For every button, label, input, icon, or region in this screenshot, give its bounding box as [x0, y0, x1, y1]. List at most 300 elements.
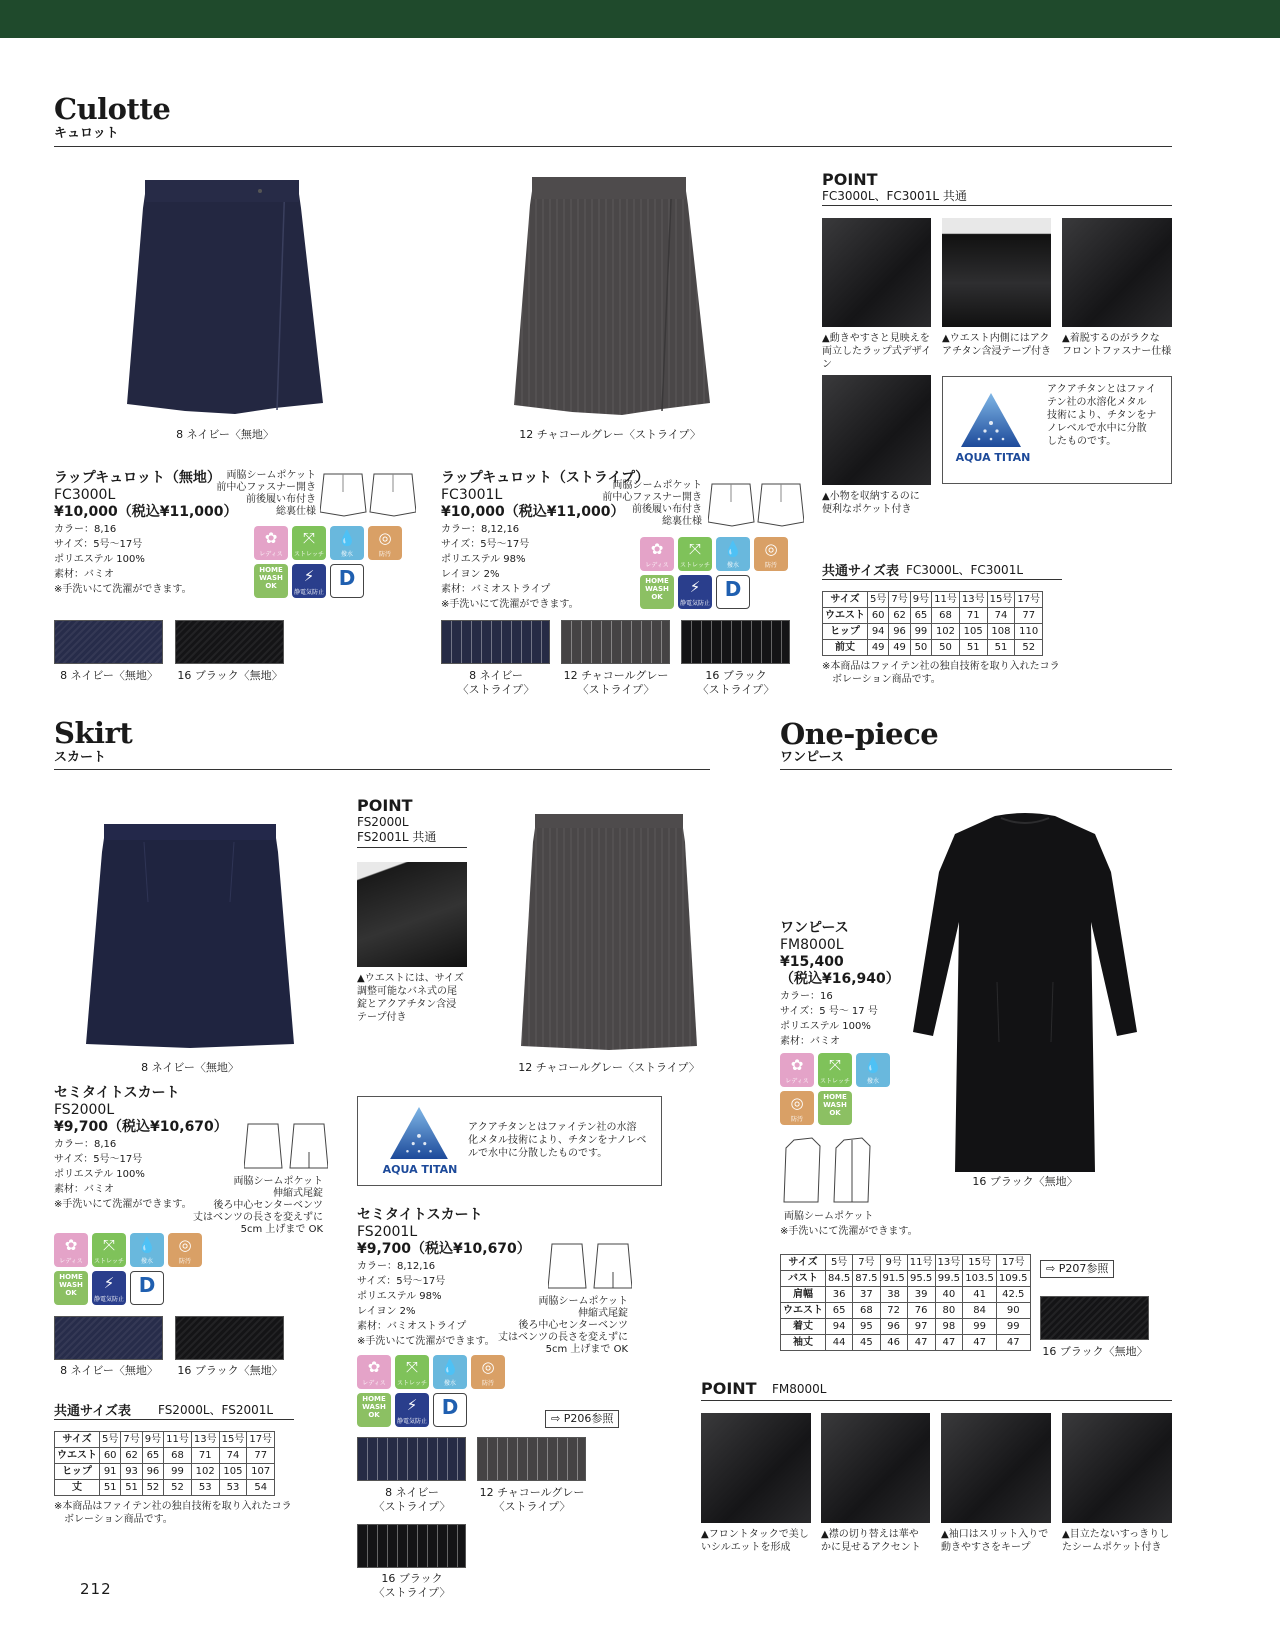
aqua-titan-logo-icon — [390, 1107, 448, 1159]
onepiece-code: FM8000L — [780, 937, 844, 953]
cell: 102 — [932, 624, 960, 640]
cell: 99 — [996, 1319, 1030, 1335]
culotte-p1-code: FC3000L — [54, 487, 116, 503]
d-mark-icon — [433, 1393, 467, 1427]
cell: 15号 — [219, 1432, 247, 1448]
table-row — [55, 1432, 275, 1448]
icon-label: 防汚 — [481, 1380, 494, 1387]
skirt-p206-link[interactable]: ⇨ P206参照 — [545, 1410, 619, 1428]
point-caption — [357, 972, 472, 1024]
aqua-titan-logo-icon — [961, 393, 1021, 447]
cell: 109.5 — [996, 1271, 1030, 1287]
stretch-icon: ⤧ ストレッチ — [678, 537, 712, 571]
note-line: 丈はベンツの長さを変えずに — [498, 1332, 628, 1343]
home-wash-label: HOME WASH OK — [59, 1273, 83, 1297]
swatch-label — [347, 1572, 477, 1600]
note-line: 両脇シームポケット — [233, 1176, 323, 1187]
cell: 76 — [907, 1303, 935, 1319]
d-mark-icon — [716, 575, 750, 609]
cell: 68 — [164, 1448, 192, 1464]
culotte-p1-notes — [200, 470, 316, 518]
point-image-wrap — [822, 218, 931, 327]
onepiece-point-sub: FM8000L — [772, 1382, 827, 1396]
home-wash-label: HOME WASH OK — [645, 577, 669, 601]
cell: 5号 — [826, 1255, 853, 1271]
onepiece-size-table — [780, 1254, 1031, 1351]
skirt-subtitle: スカート — [54, 750, 107, 765]
culotte-charcoal-image — [514, 177, 710, 415]
point-image-seam-pocket — [1062, 1413, 1172, 1523]
spec-line: レイヨン 2% — [357, 1306, 416, 1317]
skirt-point-sub2: FS2001L 共通 — [357, 830, 437, 844]
spec-line: ポリエステル 100% — [54, 1169, 145, 1180]
culotte-p1-line-drawing — [320, 472, 416, 518]
cell: 77 — [247, 1448, 275, 1464]
cell: 17号 — [1015, 592, 1043, 608]
onepiece-note-wash: ※手洗いにて洗濯ができます。 — [780, 1226, 918, 1237]
swatch-culotte-navy-stripe — [441, 620, 550, 664]
point-caption — [1062, 332, 1174, 358]
ladies-icon: ✿ レディス — [254, 526, 288, 560]
caption-line: ▲フロントタックで美し — [701, 1529, 809, 1540]
cell: 98 — [935, 1319, 963, 1335]
swatch-label — [671, 669, 801, 697]
spec-line: ※手洗いにて洗濯ができます。 — [54, 1199, 192, 1210]
icon-label: 静電気防止 — [293, 589, 324, 596]
culotte-p1-name: ラップキュロット（無地） — [54, 470, 221, 486]
swatch-skirt-navy-stripe — [357, 1437, 466, 1481]
icon-label: 撥水 — [443, 1380, 456, 1387]
stain-resist-icon: ◎ 防汚 — [168, 1233, 202, 1267]
cell: 17号 — [247, 1432, 275, 1448]
cell: 77 — [1015, 608, 1043, 624]
skirt-p1-notes — [175, 1176, 323, 1236]
table-row — [781, 1271, 1031, 1287]
cell: 91 — [100, 1464, 121, 1480]
home-wash-icon — [357, 1393, 391, 1427]
spec-line: サイズ：5 号〜 17 号 — [780, 1006, 878, 1017]
point-image-waist — [942, 218, 1051, 327]
icon-label: ストレッチ — [94, 1258, 124, 1265]
cell: ウエスト — [781, 1303, 826, 1319]
stretch-icon: ⤧ ストレッチ — [92, 1233, 126, 1267]
cell: 9号 — [142, 1432, 163, 1448]
skirt-p2-line-drawing — [548, 1242, 632, 1292]
icon-label: 撥水 — [140, 1258, 153, 1265]
swatch-label-line: 12 チャコールグレー — [479, 1486, 585, 1499]
antistatic-icon: ⚡ 静電気防止 — [92, 1271, 126, 1305]
cell: 51 — [121, 1480, 142, 1496]
icon-label: 静電気防止 — [679, 600, 710, 607]
spec-line: サイズ：5号〜17号 — [54, 1154, 143, 1165]
swatch-label-line: 16 ブラック — [381, 1572, 443, 1585]
spec-line: 素材：バミオ — [54, 1184, 114, 1195]
swatch-label — [467, 1486, 597, 1514]
note-line: 伸縮式尾錠 — [273, 1188, 323, 1199]
note-line: 前中心ファスナー開き — [602, 492, 702, 503]
note-line: 前中心ファスナー開き — [216, 482, 316, 493]
cell: 84.5 — [826, 1271, 853, 1287]
aqua-titan-label: AQUA TITAN — [955, 451, 1031, 464]
onepiece-p207-link[interactable]: ⇨ P207参照 — [1040, 1260, 1114, 1278]
cell: 97 — [907, 1319, 935, 1335]
swatch-label — [551, 669, 681, 697]
stretch-icon: ⤧ ストレッチ — [395, 1355, 429, 1389]
table-row — [55, 1448, 275, 1464]
cell: 84 — [963, 1303, 997, 1319]
swatch-skirt-black-solid — [175, 1316, 284, 1360]
skirt-aqua-box — [357, 1096, 662, 1186]
culotte-subtitle: キュロット — [54, 126, 119, 141]
spec-line: ※手洗いにて洗濯ができます。 — [441, 599, 579, 610]
swatch-culotte-black-solid — [175, 620, 284, 664]
caption-line: ▲着脱するのがラクな — [1062, 333, 1160, 344]
cell: 105 — [959, 624, 987, 640]
cell: 102 — [191, 1464, 219, 1480]
aqua-text-line: ルで水中に分散したものです。 — [468, 1148, 608, 1159]
top-bar — [0, 0, 1280, 38]
note-line: 後ろ中心センターベンツ — [518, 1320, 628, 1331]
skirt-p1-specs — [54, 1137, 192, 1212]
water-repellent-icon: 💧 撥水 — [716, 537, 750, 571]
table-row — [823, 592, 1043, 608]
skirt-navy-image — [84, 822, 296, 1048]
note-line: 5cm 上げまで OK — [545, 1344, 628, 1355]
cell: 47 — [996, 1335, 1030, 1351]
onepiece-price: ¥15,400 — [780, 954, 844, 970]
culotte-p2-code: FC3001L — [441, 487, 503, 503]
culotte-point-heading: POINT — [822, 170, 878, 189]
cell: 13号 — [935, 1255, 963, 1271]
cell: 96 — [880, 1319, 907, 1335]
swatch-culotte-black-stripe — [681, 620, 790, 664]
onepiece-note-pocket: 両脇シームポケット — [784, 1211, 874, 1222]
swatch-label: 8 ネイビー〈無地〉 — [60, 1364, 158, 1377]
note-line: ※本商品はファイテン社の独自技術を取り入れたコラ — [54, 1501, 292, 1512]
icon-label: レディス — [785, 1078, 809, 1085]
cell: 105 — [219, 1464, 247, 1480]
cell: 15号 — [963, 1255, 997, 1271]
cell: サイズ — [55, 1432, 100, 1448]
stain-resist-icon: ◎ 防汚 — [471, 1355, 505, 1389]
antistatic-icon: ⚡ 静電気防止 — [395, 1393, 429, 1427]
cell: 前丈 — [823, 640, 868, 656]
spec-line: カラー：16 — [780, 991, 833, 1002]
onepiece-icons — [780, 1053, 890, 1125]
caption-line: ▲ウエストには、サイズ — [357, 973, 464, 984]
caption-line: ▲小物を収納するのに — [822, 491, 920, 502]
cell: 38 — [880, 1287, 907, 1303]
cell: 52 — [142, 1480, 163, 1496]
skirt-p1-icons — [54, 1233, 202, 1305]
cell: 53 — [219, 1480, 247, 1496]
note-line: 前後履い布付き — [632, 504, 702, 515]
spec-line: 素材：バミオストライプ — [357, 1321, 467, 1332]
cell: 99.5 — [935, 1271, 963, 1287]
swatch-culotte-charcoal-stripe — [561, 620, 670, 664]
caption-line: フロントファスナー仕様 — [1062, 346, 1172, 357]
aqua-text — [1047, 383, 1167, 448]
spec-line: カラー：8,12,16 — [357, 1261, 436, 1272]
note-line: ボレーション商品です。 — [832, 674, 941, 685]
d-mark-label: D — [441, 1395, 459, 1419]
cell: 13号 — [959, 592, 987, 608]
icon-label: ストレッチ — [820, 1078, 850, 1085]
icon-label: ストレッチ — [680, 562, 710, 569]
culotte-navy-image — [125, 178, 325, 414]
page-number: 212 — [80, 1580, 112, 1598]
note-line: 両脇シームポケット — [612, 480, 702, 491]
swatch-label-line: 16 ブラック — [705, 669, 767, 682]
skirt-point-heading: POINT — [357, 796, 413, 815]
cell: 96 — [142, 1464, 163, 1480]
point-caption — [821, 1528, 935, 1554]
table-row — [781, 1335, 1031, 1351]
culotte-aqua-box — [942, 376, 1172, 484]
antistatic-icon: ⚡ 静電気防止 — [292, 564, 326, 598]
cell: 40 — [935, 1287, 963, 1303]
onepiece-image — [905, 812, 1145, 1182]
home-wash-icon — [640, 575, 674, 609]
cell: 11号 — [932, 592, 960, 608]
cell: 47 — [963, 1335, 997, 1351]
point-caption — [822, 332, 934, 371]
antistatic-icon: ⚡ 静電気防止 — [678, 575, 712, 609]
cell: 72 — [880, 1303, 907, 1319]
swatch-label-line: 〈ストライプ〉 — [373, 1500, 451, 1513]
swatch-culotte-navy-solid — [54, 620, 163, 664]
cell: 71 — [191, 1448, 219, 1464]
skirt-navy-caption: 8 ネイビー〈無地〉 — [141, 1061, 239, 1074]
icon-label: レディス — [362, 1380, 386, 1387]
swatch-label-line: 〈ストライプ〉 — [697, 683, 775, 696]
cell: 96 — [889, 624, 910, 640]
cell: 68 — [853, 1303, 880, 1319]
ladies-icon: ✿ レディス — [640, 537, 674, 571]
water-repellent-icon: 💧 撥水 — [856, 1053, 890, 1087]
caption-line: いシルエットを形成 — [701, 1542, 791, 1553]
spec-line: レイヨン 2% — [441, 569, 500, 580]
caption-line: 錠とアクアチタン含浸 — [357, 999, 457, 1010]
skirt-rule — [54, 769, 710, 770]
culotte-p2-line-drawing — [708, 482, 804, 528]
stretch-icon: ⤧ ストレッチ — [292, 526, 326, 560]
spec-line: ※手洗いにて洗濯ができます。 — [357, 1336, 495, 1347]
cell: 103.5 — [963, 1271, 997, 1287]
cell: 80 — [935, 1303, 963, 1319]
cell: 50 — [910, 640, 931, 656]
cell: 5号 — [868, 592, 889, 608]
skirt-p2-icons — [357, 1355, 505, 1427]
cell: 7号 — [121, 1432, 142, 1448]
swatch-label-line: 〈ストライプ〉 — [457, 683, 535, 696]
point-image-pocket — [822, 375, 931, 485]
swatch-label: 8 ネイビー〈無地〉 — [60, 669, 158, 682]
cell: 肩幅 — [781, 1287, 826, 1303]
culotte-p1-price: ¥10,000（税込¥11,000） — [54, 504, 238, 520]
spec-line: サイズ：5号〜17号 — [54, 539, 143, 550]
cell: 丈 — [55, 1480, 100, 1496]
table-row — [823, 624, 1043, 640]
swatch-label-line: 〈ストライプ〉 — [493, 1500, 571, 1513]
cell: 52 — [1015, 640, 1043, 656]
point-caption — [941, 1528, 1055, 1554]
spec-line: ポリエステル 100% — [780, 1021, 871, 1032]
onepiece-line-drawing — [780, 1136, 880, 1206]
point-image-collar — [821, 1413, 930, 1523]
icon-label: 静電気防止 — [396, 1418, 427, 1425]
swatch-skirt-charcoal-stripe — [477, 1437, 586, 1481]
note-line: 後ろ中心センターベンツ — [213, 1200, 323, 1211]
note-line: 両脇シームポケット — [226, 470, 316, 481]
cell: 7号 — [889, 592, 910, 608]
cell: サイズ — [781, 1255, 826, 1271]
cell: 74 — [987, 608, 1015, 624]
swatch-label: 16 ブラック〈無地〉 — [177, 669, 283, 682]
cell: 93 — [121, 1464, 142, 1480]
caption-line: ▲目立たないすっきりし — [1062, 1529, 1170, 1540]
cell: 41 — [963, 1287, 997, 1303]
d-mark-icon — [130, 1271, 164, 1305]
cell: 53 — [191, 1480, 219, 1496]
culotte-point-rule — [822, 205, 1172, 206]
caption-line: ▲動きやすさと見映えを — [822, 333, 930, 344]
note-line: 丈はベンツの長さを変えずに — [193, 1212, 323, 1223]
cell: 65 — [826, 1303, 853, 1319]
cell: 91.5 — [880, 1271, 907, 1287]
onepiece-price-tax: （税込¥16,940） — [780, 971, 900, 987]
spec-line: カラー：8,12,16 — [441, 524, 520, 535]
icon-label: 防汚 — [178, 1258, 191, 1265]
skirt-p1-name: セミタイトスカート — [54, 1085, 180, 1101]
skirt-p2-specs — [357, 1259, 495, 1349]
home-wash-label: HOME WASH OK — [823, 1093, 847, 1117]
cell: サイズ — [823, 592, 868, 608]
table-row — [55, 1464, 275, 1480]
culotte-p2-icons — [640, 537, 788, 609]
caption-line: 動きやすさをキープ — [941, 1542, 1031, 1553]
caption-line: 便利なポケット付き — [822, 504, 912, 515]
spec-line: ポリエステル 98% — [441, 554, 526, 565]
table-row — [781, 1303, 1031, 1319]
cell: ヒップ — [823, 624, 868, 640]
culotte-p2-price: ¥10,000（税込¥11,000） — [441, 504, 625, 520]
home-wash-icon — [54, 1271, 88, 1305]
onepiece-subtitle: ワンピース — [780, 750, 844, 765]
stain-resist-icon: ◎ 防汚 — [368, 526, 402, 560]
note-line: 両脇シームポケット — [538, 1296, 628, 1307]
cell: 87.5 — [853, 1271, 880, 1287]
point-image-front-tuck — [701, 1413, 811, 1523]
note-line: 総裏仕様 — [662, 516, 702, 527]
culotte-size-note — [822, 660, 1122, 686]
home-wash-label: HOME WASH OK — [259, 566, 283, 590]
culotte-rule — [54, 146, 1172, 147]
point-image-sleeve — [941, 1413, 1051, 1523]
cell: 42.5 — [996, 1287, 1030, 1303]
aqua-text-line: 技術により、チタンをナ — [1047, 410, 1157, 421]
spec-line: 素材：バミオ — [780, 1036, 840, 1047]
swatch-label-line: 12 チャコールグレー — [563, 669, 669, 682]
cell: 51 — [100, 1480, 121, 1496]
skirt-charcoal-caption: 12 チャコールグレー〈ストライプ〉 — [518, 1061, 700, 1074]
onepiece-point-rule — [701, 1400, 1172, 1401]
cell: 44 — [826, 1335, 853, 1351]
aqua-text-line: 化メタル技術により、チタンをナノレベ — [468, 1135, 647, 1146]
swatch-label: 16 ブラック〈無地〉 — [1042, 1345, 1148, 1358]
aqua-text-line: ノレベルで水中に分散 — [1047, 423, 1147, 434]
icon-label: 静電気防止 — [93, 1296, 124, 1303]
cell: 65 — [142, 1448, 163, 1464]
note-line: 5cm 上げまで OK — [240, 1224, 323, 1235]
skirt-charcoal-image — [521, 814, 697, 1050]
cell: 62 — [121, 1448, 142, 1464]
swatch-label: 16 ブラック〈無地〉 — [177, 1364, 283, 1377]
point-image-zipper — [1062, 218, 1172, 327]
cell: 45 — [853, 1335, 880, 1351]
icon-label: 防汚 — [790, 1116, 803, 1123]
cell: 62 — [889, 608, 910, 624]
swatch-label-line: 8 ネイビー — [469, 669, 523, 682]
caption-line: 調整可能なバネ式の尾 — [357, 986, 457, 997]
spec-line: サイズ：5号〜17号 — [357, 1276, 446, 1287]
culotte-navy-caption: 8 ネイビー〈無地〉 — [176, 428, 274, 441]
cell: 49 — [889, 640, 910, 656]
culotte-p2-specs — [441, 522, 579, 612]
culotte-p1-icons — [254, 526, 402, 598]
culotte-p2-name: ラップキュロット（ストライプ） — [441, 470, 650, 486]
d-mark-icon — [330, 564, 364, 598]
icon-label: レディス — [59, 1258, 83, 1265]
caption-line: かに見せるアクセント — [821, 1542, 921, 1553]
spec-line: カラー：8,16 — [54, 1139, 117, 1150]
ladies-icon: ✿ レディス — [357, 1355, 391, 1389]
home-wash-icon — [254, 564, 288, 598]
culotte-p1-specs — [54, 522, 192, 597]
table-row — [55, 1480, 275, 1496]
culotte-title: Culotte — [54, 92, 171, 126]
size-rule — [54, 1419, 294, 1420]
icon-label: 撥水 — [340, 551, 353, 558]
skirt-title: Skirt — [54, 716, 133, 750]
cell: 94 — [868, 624, 889, 640]
skirt-p1-price: ¥9,700（税込¥10,670） — [54, 1119, 228, 1135]
cell: 60 — [868, 608, 889, 624]
home-wash-icon — [818, 1091, 852, 1125]
onepiece-name: ワンピース — [780, 920, 849, 936]
aqua-text-line: アクアチタンとはファイ — [1047, 384, 1156, 395]
note-line: 伸縮式尾錠 — [578, 1308, 628, 1319]
cell: 袖丈 — [781, 1335, 826, 1351]
caption-line: ▲袖口はスリット入りで — [941, 1529, 1049, 1540]
cell: 71 — [959, 608, 987, 624]
cell: 着丈 — [781, 1319, 826, 1335]
cell: 9号 — [910, 592, 931, 608]
aqua-text — [468, 1121, 658, 1160]
aqua-text-line: テン社の水溶化メタル — [1047, 397, 1147, 408]
cell: 50 — [932, 640, 960, 656]
culotte-size-table — [822, 591, 1043, 656]
point-caption — [822, 490, 934, 516]
table-row — [823, 608, 1043, 624]
ladies-icon: ✿ レディス — [780, 1053, 814, 1087]
swatch-label — [347, 1486, 477, 1514]
skirt-p2-price: ¥9,700（税込¥10,670） — [357, 1241, 531, 1257]
size-rule — [822, 579, 1062, 580]
icon-label: 撥水 — [866, 1078, 879, 1085]
cell: 5号 — [100, 1432, 121, 1448]
icon-label: ストレッチ — [294, 551, 324, 558]
